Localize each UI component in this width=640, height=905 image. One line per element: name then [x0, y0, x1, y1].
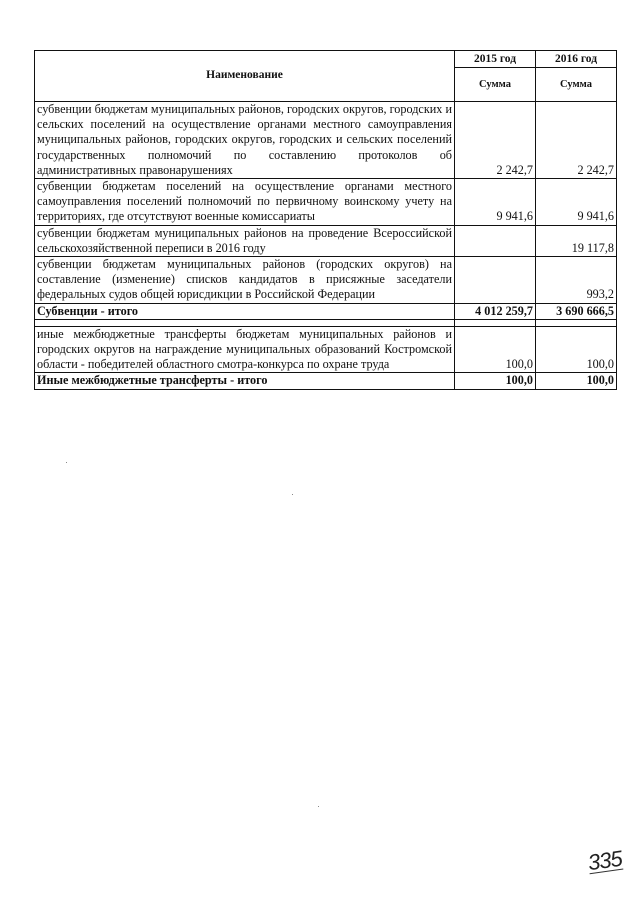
row-value-2015 — [455, 225, 536, 256]
total-value-2015: 4 012 259,7 — [455, 303, 536, 319]
table-row — [35, 179, 617, 226]
scan-speck — [318, 806, 319, 807]
row-value-2016: 19 117,8 — [536, 225, 617, 256]
header-year-2015: 2015 год — [455, 51, 536, 68]
row-description: субвенции бюджетам поселений на осуществление органами местного самоуправления поселений полномочий по первичному воинскому учету на территориях, где отсутствуют военные комиссариаты — [35, 179, 455, 226]
row-value-2016: 9 941,6 — [536, 179, 617, 226]
budget-table — [34, 50, 617, 390]
row-description: субвенции бюджетам муниципальных районов на проведение Всероссийской сельскохозяйственной переписи в 2016 году — [35, 225, 455, 256]
row-value-2015 — [455, 257, 536, 304]
total-value-2016: 3 690 666,5 — [536, 303, 617, 319]
row-value-2015: 9 941,6 — [455, 179, 536, 226]
row-value-2016: 2 242,7 — [536, 102, 617, 179]
scan-speck — [292, 494, 293, 495]
total-value-2016: 100,0 — [536, 373, 617, 389]
total-value-2015: 100,0 — [455, 373, 536, 389]
row-value-2015: 2 242,7 — [455, 102, 536, 179]
row-value-2016: 993,2 — [536, 257, 617, 304]
header-year-2016: 2016 год — [536, 51, 617, 68]
row-description: иные межбюджетные трансферты бюджетам муниципальных районов и городских округов на награждение муниципальных образований Костромской области - победителей областного смотра-конкурса по охране труда — [35, 326, 455, 373]
other-transfers-total-row — [35, 373, 617, 389]
spacer-row — [35, 319, 617, 326]
header-sum-2015: Сумма — [455, 68, 536, 102]
total-label: Субвенции - итого — [35, 303, 455, 319]
table-header-row — [35, 51, 617, 68]
header-name: Наименование — [35, 51, 455, 102]
subventions-total-row — [35, 303, 617, 319]
row-value-2016: 100,0 — [536, 326, 617, 373]
scan-speck — [66, 462, 67, 463]
table-row — [35, 102, 617, 179]
table-row — [35, 326, 617, 373]
table-row — [35, 225, 617, 256]
page-number: 335 — [586, 845, 624, 876]
row-value-2015: 100,0 — [455, 326, 536, 373]
row-description: субвенции бюджетам муниципальных районов (городских округов) на составление (изменение) списков кандидатов в присяжные заседатели федеральных судов общей юрисдикции в Российской Федерации — [35, 257, 455, 304]
total-label: Иные межбюджетные трансферты - итого — [35, 373, 455, 389]
table-row — [35, 257, 617, 304]
row-description: субвенции бюджетам муниципальных районов, городских округов, городских и сельских поселений на осуществление органами местного самоуправления муниципальных районов, городских округов, городских и сельских поселений государственных полномочий по составлению протоколов об административных правонарушениях — [35, 102, 455, 179]
header-sum-2016: Сумма — [536, 68, 617, 102]
